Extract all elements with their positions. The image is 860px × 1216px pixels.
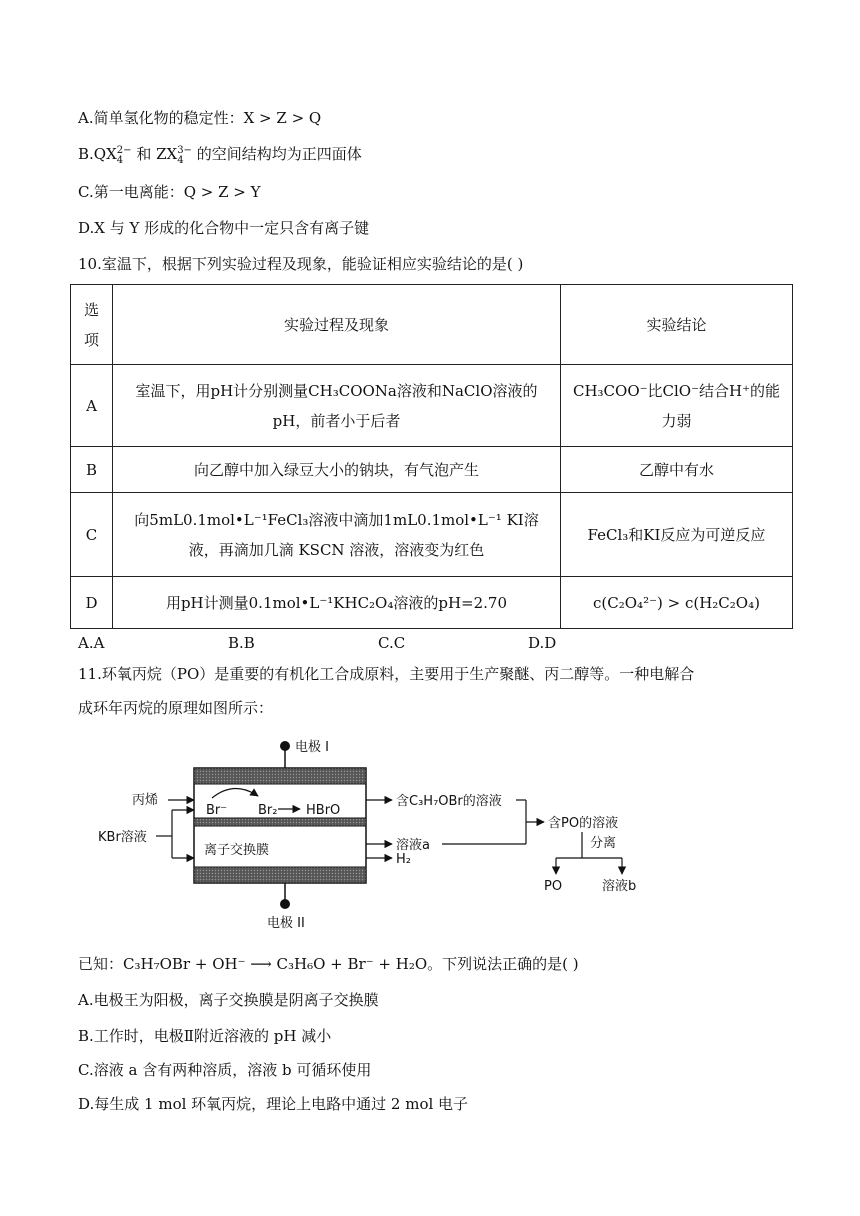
oxidation-arrow	[212, 788, 258, 798]
electrode-1-terminal	[280, 741, 290, 751]
electrode-2-label: 电极 II	[267, 916, 305, 931]
q11-known-post: 。下列说法正确的是( )	[427, 955, 579, 973]
row-d-procedure: 用pH计测量0.1mol•L⁻¹KHC₂O₄溶液的pH=2.70	[113, 577, 561, 629]
row-c-procedure: 向5mL0.1mol•L⁻¹FeCl₃溶液中滴加1mL0.1mol•L⁻¹ KI溶液，再滴加几滴 KSCN 溶液，溶液变为红色	[113, 493, 561, 577]
outlet-3-label: H₂	[396, 852, 411, 867]
hbro-label: HBrO	[306, 803, 341, 818]
outlet-1-label: 含C₃H₇OBr的溶液	[396, 794, 502, 809]
q9-option-c: C.第一电离能：Q > Z > Y	[78, 183, 261, 201]
q11-option-d: D.每生成 1 mol 环氧丙烷，理论上电路中通过 2 mol 电子	[78, 1095, 469, 1113]
row-b-option: B	[71, 447, 113, 493]
row-c-conclusion: FeCl₃和KI反应为可逆反应	[561, 493, 793, 577]
table-header-row	[71, 285, 793, 365]
solution-b-label: 溶液b	[602, 879, 637, 894]
q10-answer-d: D.D	[528, 634, 557, 652]
ion-exchange-membrane	[194, 818, 366, 826]
row-d-option: D	[71, 577, 113, 629]
q9-option-b-pre: B.QX	[78, 145, 117, 163]
outlet-2-label: 溶液a	[396, 838, 430, 853]
bromide-ion-label: Br⁻	[206, 803, 228, 818]
po-solution-label: 含PO的溶液	[548, 816, 619, 831]
q11-option-c: C.溶液 a 含有两种溶质，溶液 b 可循环使用	[78, 1061, 372, 1079]
electrolysis-diagram	[98, 734, 652, 934]
q10-answer-options	[78, 634, 718, 654]
q9-option-d: D.X 与 Y 形成的化合物中一定只含有离子键	[78, 219, 370, 237]
q11-known-pre: 已知：	[78, 955, 124, 973]
row-b-conclusion: 乙醇中有水	[561, 447, 793, 493]
table-row	[71, 447, 793, 493]
q9-option-b: B.QX 2− 4 和 ZX 3− 4 的空间结构均为正四面体	[78, 145, 362, 166]
row-a-option: A	[71, 365, 113, 447]
q10-table	[70, 284, 793, 629]
row-a-conclusion: CH₃COO⁻比ClO⁻结合H⁺的能力弱	[561, 365, 793, 447]
q11-known-equation: C₃H₇OBr + OH⁻ ⟶ C₃H₆O + Br⁻ + H₂O	[123, 955, 428, 973]
q10-answer-c: C.C	[378, 634, 406, 652]
electrode-2-plate	[194, 867, 366, 883]
row-b-procedure: 向乙醇中加入绿豆大小的钠块，有气泡产生	[113, 447, 561, 493]
po-label: PO	[544, 879, 563, 894]
q11-known	[78, 954, 579, 974]
q11-option-b: B.工作时，电极Ⅱ附近溶液的 pH 减小	[78, 1027, 332, 1045]
header-conclusion: 实验结论	[561, 285, 793, 365]
row-a-procedure: 室温下，用pH计分别测量CH₃COONa溶液和NaClO溶液的pH，前者小于后者	[113, 365, 561, 447]
electrode-1-plate	[194, 768, 366, 784]
header-procedure: 实验过程及现象	[113, 285, 561, 365]
table-row	[71, 493, 793, 577]
q11-stem-line1: 11.环氧丙烷（PO）是重要的有机化工合成原料，主要用于生产聚醚、丙二醇等。一种电解合	[78, 665, 695, 683]
electrode-1-label: 电极 I	[295, 740, 329, 755]
q10-answer-b: B.B	[228, 634, 255, 652]
separation-label: 分离	[590, 836, 617, 851]
q9-option-a: A.简单氢化物的稳定性：X > Z > Q	[78, 109, 322, 127]
row-d-conclusion: c(C₂O₄²⁻) > c(H₂C₂O₄)	[561, 577, 793, 629]
row-c-option: C	[71, 493, 113, 577]
q9-option-b-post: 的空间结构均为正四面体	[196, 145, 362, 163]
q11-stem-line2: 成环年丙烷的原理如图所示：	[78, 699, 274, 717]
membrane-label: 离子交换膜	[204, 843, 270, 858]
electrode-2-terminal	[280, 899, 290, 909]
table-row	[71, 365, 793, 447]
header-option: 选项	[71, 285, 113, 365]
bromine-label: Br₂	[258, 803, 278, 818]
q10-stem: 10.室温下，根据下列实验过程及现象，能验证相应实验结论的是( )	[78, 255, 524, 273]
q11-option-a: A.电极王为阳极，离子交换膜是阴离子交换膜	[78, 991, 379, 1009]
q9-option-b-mid: 和 ZX	[136, 145, 178, 163]
propylene-label: 丙烯	[132, 793, 159, 808]
q10-answer-a: A.A	[78, 634, 105, 652]
table-row	[71, 577, 793, 629]
kbr-label: KBr溶液	[98, 830, 147, 845]
